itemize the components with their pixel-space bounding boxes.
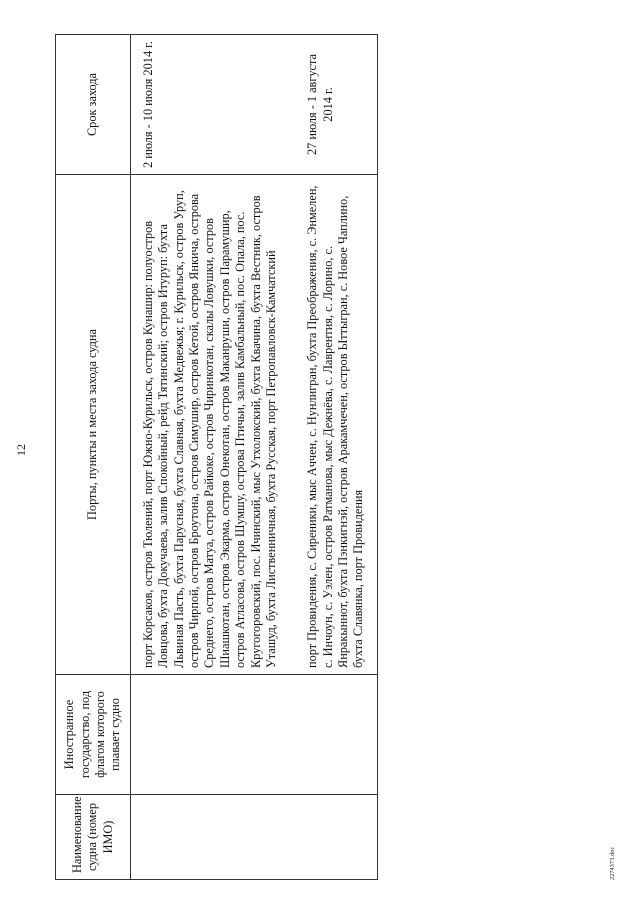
header-call-period: Срок захода bbox=[56, 35, 131, 175]
cell-flag-state bbox=[131, 675, 302, 795]
cell-call-period: 27 июля - 1 августа 2014 г. bbox=[301, 35, 377, 175]
vessel-port-table bbox=[55, 34, 378, 880]
table-row bbox=[301, 35, 377, 880]
table-header-row bbox=[56, 35, 131, 880]
header-flag-state: Иностранное государство, под флагом которого плавает судно bbox=[56, 675, 131, 795]
cell-ports: порт Корсаков, остров Тюлений, порт Южно-Курильск, остров Кунашир: полуостров Ловцова, бухта Докучаева, залив Спокойный, рейд Тятинский; остров Итуруп: бухта Львиная Пасть, бухта Парусная, бухта Славная, бухта Медвежья; г. Курильск, остров Уруп, остров Чирпой, остров Броутона, остров Симушир, остров Кетой, остров Янкича, острова Среднего, остров Матуа, остров Райкоке, остров Чиринкотан, скалы Ловушки, остров Шиашкотан, остров Экарма, остров Онекотан, остров Маканруши, остров Парамушир, остров Атласова, остров Шумшу, острова Птичьи, залив Камбальный, пос. Опала, пос. Кругогоровский, пос. Ичинский, мыс Утхолокский, бухта Квачина, бухта Вестник, остров Уташуд, бухта Лиственничная, бухта Русская, порт Петропавловск-Камчатский bbox=[131, 175, 302, 675]
header-vessel-name: Наименование судна (номер ИМО) bbox=[56, 795, 131, 880]
cell-vessel-name bbox=[301, 795, 377, 880]
document-file-code: 2274373.doc bbox=[610, 846, 616, 880]
vessel-port-table-container bbox=[55, 35, 625, 880]
cell-flag-state bbox=[301, 675, 377, 795]
header-ports: Порты, пункты и места захода судна bbox=[56, 175, 131, 675]
cell-ports: порт Провидения, с. Сиреники, мыс Аччен, с. Нунлигран, бухта Преображения, с. Энмелен, с. Инчоун, с. Уэлен, остров Ратманова, мыс Дежнёва, с. Лаврентия, с. Лорино, с. Янракыннот, бухта Пэнкигнэй, остров Аракамчечен, остров Ыттыгран, с. Новое Чаплино, бухта Славянка, порт Провидения bbox=[301, 175, 377, 675]
cell-call-period: 2 июля - 10 июля 2014 г. bbox=[131, 35, 302, 175]
page-number: 12 bbox=[14, 444, 28, 456]
table-row bbox=[131, 35, 302, 880]
cell-vessel-name bbox=[131, 795, 302, 880]
